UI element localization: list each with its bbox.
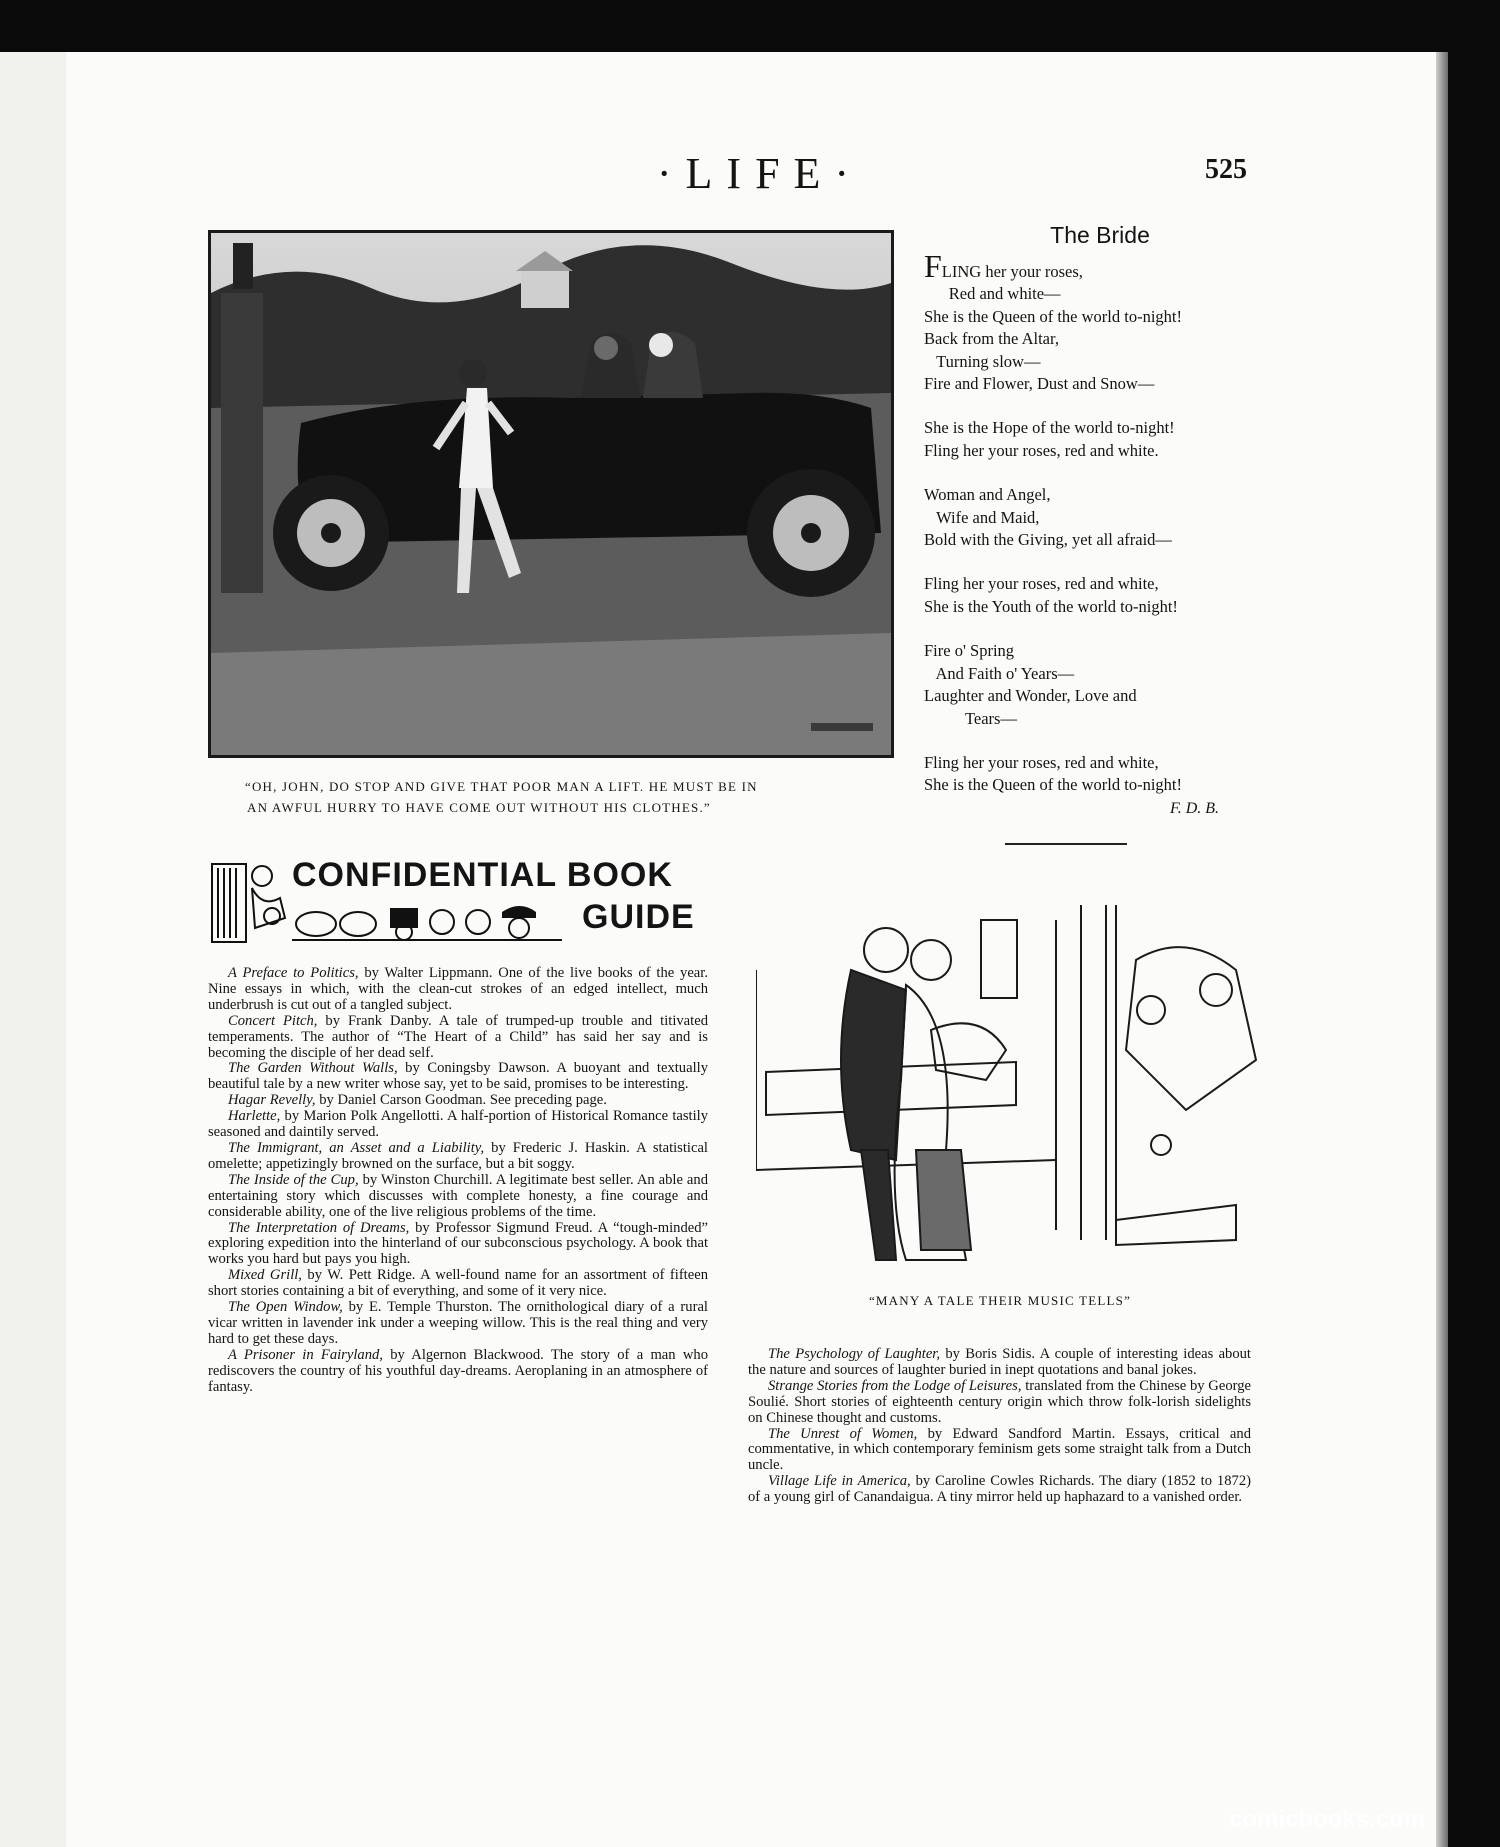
poem-line — [924, 663, 1264, 685]
book-guide-heading — [210, 856, 710, 946]
book-entry — [208, 1173, 708, 1221]
guide-title-line2: GUIDE — [582, 898, 695, 936]
book-review: by Boris Sidis. A couple of interesting ideas about the nature and sources of laughter buried in inept quotations and banal jokes. — [748, 1346, 1251, 1378]
book-review: by Caroline Cowles Richards. The diary (1852 to 1872) of a young girl of Canandaigua. A tiny mirror held up haphazard to a vanished order. — [748, 1473, 1251, 1506]
book-entry — [208, 1093, 708, 1109]
book-review: by Frederic J. Haskin. A statistical omelette; appetizingly browned on the surface, but a bit soggy. — [208, 1139, 708, 1172]
book-title: Hagar Revelly, — [228, 1092, 316, 1109]
poem-line-text: Red and white— — [924, 284, 1061, 304]
poem-author: F. D. B. — [1170, 800, 1220, 817]
poem-line-text: Fire and Flower, Dust and Snow— — [924, 374, 1155, 394]
book-review: by Daniel Carson Goodman. See preceding page. — [315, 1092, 607, 1109]
poem-line — [924, 283, 1264, 305]
poem-line-text: Bold with the Giving, yet all afraid— — [924, 530, 1172, 550]
poem-line-text: Turning slow— — [924, 351, 1041, 371]
page-right-edge — [1436, 52, 1448, 1847]
poem-line-text: Back from the Altar, — [924, 329, 1059, 349]
book-title: A Prisoner in Fairyland, — [228, 1346, 383, 1363]
poem-line-text: Fling her your roses, red and white. — [924, 440, 1159, 460]
poem-line — [924, 507, 1264, 529]
book-title: The Unrest of Women, — [768, 1425, 918, 1442]
poem-line — [924, 752, 1264, 774]
book-entry — [208, 1300, 708, 1348]
book-title: Strange Stories from the Lodge of Leisures, — [768, 1377, 1022, 1394]
book-entry — [748, 1427, 1251, 1475]
book-title: A Preface to Politics, — [228, 965, 359, 981]
poem-line-text: And Faith o' Years— — [924, 663, 1075, 683]
book-title: The Inside of the Cup, — [228, 1171, 359, 1188]
poem-body — [924, 248, 1264, 797]
poem-line-text: Wife and Maid, — [924, 507, 1040, 527]
poem-line — [924, 774, 1264, 796]
watermark: comicbooks.com — [1229, 1806, 1426, 1833]
poem-line-text: Fling her your roses, red and white, — [924, 752, 1159, 772]
section-divider — [1005, 843, 1127, 845]
poem-line — [924, 417, 1264, 439]
cherub-bookshelf-icon — [210, 858, 300, 944]
poem-line — [924, 529, 1264, 551]
car-illustration-caption — [245, 776, 865, 818]
stanza-break — [924, 462, 1264, 484]
book-entry — [208, 1221, 708, 1269]
poem-line-text: She is the Queen of the world to-night! — [924, 775, 1182, 795]
book-review: translated from the Chinese by George Soulié. Short stories of eighteenth century origin which throw folk-lorish sidelights on Chinese thought and customs. — [748, 1377, 1251, 1426]
poem-line — [924, 351, 1264, 373]
book-entry — [208, 1268, 708, 1300]
book-entry — [208, 1109, 708, 1141]
book-title: The Garden Without Walls, — [228, 1060, 398, 1077]
couple-illustration-drawing — [756, 900, 1316, 1276]
book-entry — [208, 1014, 708, 1062]
book-title: The Open Window, — [228, 1299, 343, 1316]
book-title: Mixed Grill, — [228, 1267, 302, 1284]
poem-line — [924, 248, 1264, 284]
book-title: Village Life in America, — [768, 1473, 911, 1490]
poem-dropcap: F — [924, 248, 942, 284]
book-title: Harlette, — [228, 1108, 281, 1125]
poem-line — [924, 306, 1264, 328]
poem-line-text: She is the Queen of the world to-night! — [924, 306, 1182, 326]
book-review: by W. Pett Ridge. A well-found name for an assortment of fifteen short stories containing a bit of everything, and some of it very nice. — [208, 1267, 708, 1300]
book-review: by Coningsby Dawson. A buoyant and textually beautiful tale by a new writer whose say, yet to be said, promises to be interesting. — [208, 1060, 708, 1093]
poem-line-text: Tears— — [924, 708, 1017, 728]
book-title: Concert Pitch, — [228, 1012, 318, 1029]
book-review: by Edward Sandford Martin. Essays, critical and commentative, in which contemporary feminism gets some straight talk from a Dutch uncle. — [748, 1425, 1251, 1474]
book-title: The Immigrant, an Asset and a Liability, — [228, 1139, 485, 1156]
book-review: by Winston Churchill. A legitimate best seller. An able and entertaining story which discusses with complete honesty, a fine courage and considerable ability, one of the live religious problems of the time. — [208, 1171, 708, 1220]
caption-line: “OH, JOHN, DO STOP AND GIVE THAT POOR MAN A LIFT. HE MUST BE IN — [245, 779, 758, 794]
couple-illustration-caption: “MANY A TALE THEIR MUSIC TELLS” — [868, 1293, 1132, 1308]
poem-line — [924, 440, 1264, 462]
poem-line-text: Fling her your roses, red and white, — [924, 574, 1159, 594]
poem-line — [924, 484, 1264, 506]
book-review: by E. Temple Thurston. The ornithological diary of a rural vicar written in lavender ink under a weeping willow. This is the real thing and very hard to get these days. — [208, 1299, 708, 1347]
book-entry — [208, 1141, 708, 1173]
book-guide-faces-icon — [292, 898, 572, 942]
poem-line — [924, 596, 1264, 618]
book-entry — [208, 1348, 708, 1396]
book-review: by Professor Sigmund Freud. A “tough-minded” exploring expedition into the hinterland of our subconscious psychology. A book that works you hard but pays you high. — [208, 1219, 709, 1268]
poem-line-text: Woman and Angel, — [924, 485, 1051, 505]
car-illustration — [208, 230, 894, 758]
book-review: by Algernon Blackwood. The story of a man who rediscovers the country of his youthful day-dreams. Aeroplaning in an atmosphere of fantasy. — [208, 1346, 708, 1395]
book-entry — [748, 1474, 1251, 1506]
stanza-break — [924, 618, 1264, 640]
stanza-break — [924, 551, 1264, 573]
car-illustration-drawing — [211, 233, 891, 755]
poem-line — [924, 373, 1264, 395]
book-entry — [748, 1379, 1251, 1427]
poem-line — [924, 328, 1264, 350]
poem-line — [924, 573, 1264, 595]
book-entry — [208, 1061, 708, 1093]
poem-line — [924, 640, 1264, 662]
poem-line — [924, 685, 1264, 707]
masthead: ·LIFE· — [656, 149, 864, 198]
book-guide-column-left — [208, 966, 708, 1395]
poem-title: The Bride — [1050, 222, 1150, 248]
page-number: 525 — [1205, 154, 1247, 185]
book-guide-column-right — [748, 1347, 1251, 1506]
caption-line: AN AWFUL HURRY TO HAVE COME OUT WITHOUT HIS CLOTHES.” — [247, 800, 711, 815]
book-review: by Frank Danby. A tale of trumped-up trouble and titivated temperaments. The author of “The Heart of a Child” has said her say and is becoming the disciple of her dead self. — [208, 1012, 708, 1061]
poem-line-text: LING her your roses, — [941, 262, 1083, 281]
stanza-break — [924, 395, 1264, 417]
poem-line-text: Laughter and Wonder, Love and — [924, 686, 1137, 706]
poem-line-text: She is the Hope of the world to-night! — [924, 418, 1175, 438]
book-title: The Psychology of Laughter, — [768, 1346, 941, 1362]
guide-title-line1: CONFIDENTIAL BOOK — [292, 856, 673, 894]
book-review: by Walter Lippmann. One of the live books of the year. Nine essays in which, with the clean-cut strokes of an edged intellect, much underbrush is cut out of a tangled subject. — [208, 965, 708, 1013]
couple-illustration — [756, 900, 1316, 1276]
stanza-break — [924, 730, 1264, 752]
poem-line-text: She is the Youth of the world to-night! — [924, 596, 1178, 616]
book-title: The Interpretation of Dreams, — [228, 1219, 410, 1236]
book-entry — [748, 1347, 1251, 1379]
poem-line-text: Fire o' Spring — [924, 641, 1015, 661]
book-entry — [208, 966, 708, 1014]
book-review: by Marion Polk Angellotti. A half-portion of Historical Romance tastily seasoned and daintily served. — [208, 1108, 708, 1141]
poem-line — [924, 708, 1264, 730]
